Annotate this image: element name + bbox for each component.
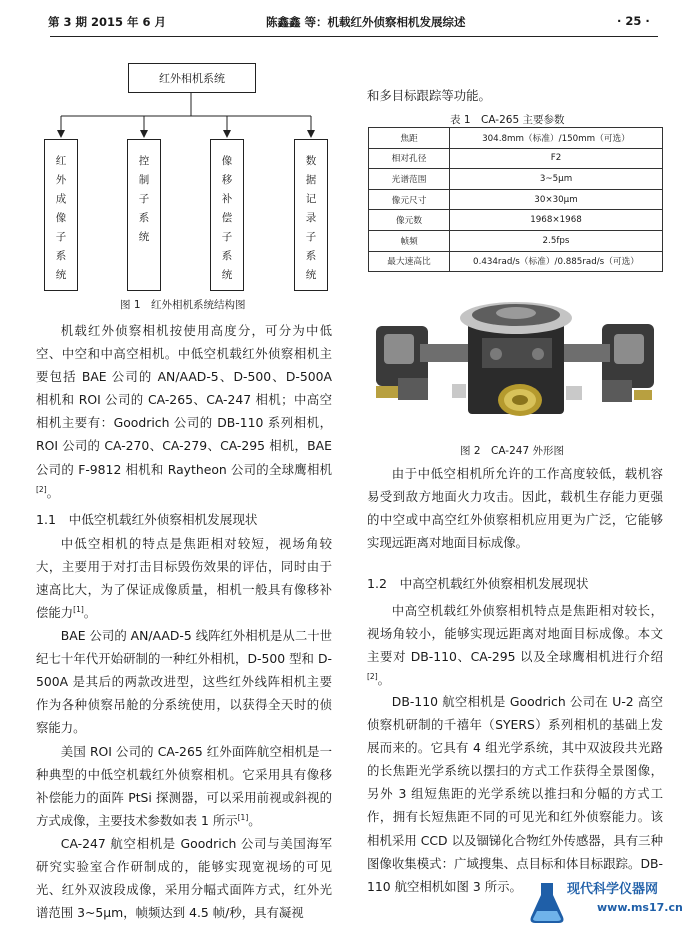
param-name: 焦距 (369, 128, 450, 149)
box-infrared-camera-system: 红外相机系统 (128, 63, 256, 93)
box-ir-imaging-subsystem (44, 139, 78, 291)
diagram-connectors (36, 58, 336, 298)
box-image-motion-compensation-subsystem (210, 139, 244, 291)
paragraph-ca247: CA-247 航空相机是 Goodrich 公司与美国海军研究实验室合作研制成的，能够实现宽视场的可见光、红外双波段成像，采用分幅式面阵方式，红外光谱范围 3~5μm，帧频达到 4.5 帧/秒，具有凝视 (36, 836, 332, 921)
box-image-motion-label: 像移补偿子系统 (221, 155, 233, 281)
paragraph-continuation: 和多目标跟踪等功能。 (367, 88, 491, 103)
header-rule (50, 36, 658, 37)
table-row (369, 230, 663, 251)
paragraph-survivability: 由于中低空相机所允许的工作高度较低，载机容易受到敌方地面火力攻击。因此，载机生存能力更强的中空或中高空红外侦察相机应用更为广泛，它能够实现远距离对地面目标成像。 (367, 466, 663, 551)
paragraph-roi-ca265: 美国 ROI 公司的 CA-265 红外面阵航空相机是一种典型的中低空机载红外侦察相机。它采用具有像移补偿能力的面阵 PtSi 探测器，可以采用前视或斜视的方式成像，主要技术参数如表 1 所示[1]。 (36, 744, 332, 829)
figure-1-diagram (36, 58, 336, 298)
table-row (369, 169, 663, 190)
table-row (369, 210, 663, 231)
figure-1-caption: 图 1 红外相机系统结构图 (120, 299, 246, 311)
box-data-recording-label: 数据记录子系统 (305, 155, 317, 281)
watermark-flask-icon (527, 881, 567, 925)
figure-2-caption: 图 2 CA-247 外形图 (460, 445, 564, 457)
param-value: 1968×1968 (450, 210, 663, 231)
table-row (369, 251, 663, 272)
table-1-caption: 表 1 CA-265 主要参数 (450, 114, 565, 126)
table-row (369, 148, 663, 169)
box-ir-imaging-label: 红外成像子系统 (55, 155, 67, 281)
table-row (369, 128, 663, 149)
paragraph-bae-aad5: BAE 公司的 AN/AAD-5 线阵红外相机是从二十世纪七十年代开始研制的一种红外相机，D-500 型和 D-500A 是其后的两款改进型，这些红外线阵相机主要作为各种侦察吊舱的分系统使用，以获得全天时的侦察能力。 (36, 628, 332, 736)
paragraph-low-altitude-features: 中低空相机的特点是焦距相对较短，视场角较大，主要用于对打击目标毁伤效果的评估，同时由于速高比大，为了保证成像质量，相机一般具有像移补偿能力[1]。 (36, 536, 332, 621)
watermark-url: www.ms17.cn (597, 901, 683, 914)
param-value: F2 (450, 148, 663, 169)
param-name: 光谱范围 (369, 169, 450, 190)
paragraph-db110: DB-110 航空相机是 Goodrich 公司在 U-2 高空侦察机研制的千禧年（SYERS）系列相机的基础上发展而来的。它具有 4 组光学系统，其中双波段共光路的长焦距光学系统以摆扫的方式工作获得全景图像，另外 3 组短焦距的光学系统以推扫和分幅的方式工作，拥有长短焦距不同的可见光和红外侦察能力。该相机采用 CCD 以及锢锑化合物红外传感器，具有三种图像收集模式：广域搜集、点目标和体目标跟踪。DB-110 航空相机如图 3 所示。 (367, 694, 663, 894)
box-control-subsystem (127, 139, 161, 291)
param-name: 相对孔径 (369, 148, 450, 169)
param-name: 最大速高比 (369, 251, 450, 272)
running-header-issue: 第 3 期 2015 年 6 月 (48, 15, 167, 29)
param-name: 帧频 (369, 230, 450, 251)
figure-2-camera-photo (370, 288, 660, 433)
table-ca265-parameters (368, 127, 663, 272)
citation-ref: [1] (237, 813, 249, 823)
watermark-title: 现代科学仪器网 (567, 882, 659, 897)
paragraph-overview: 机载红外侦察相机按使用高度分，可分为中低空、中空和中高空相机。中低空机载红外侦察相机主要包括 BAE 公司的 AN/AAD-5、D-500、D-500A 相机和 ROI 公司的 CA-265、CA-247 相机；中高空相机主要有：Goodrich 公司的 DB-110 系列相机，ROI 公司的 CA-270、CA-279、CA-295 相机，BAE 公司的 F-9812 相机和 Raytheon 公司的全球鹰相机[2]。 (36, 323, 332, 500)
paragraph-high-altitude-features: 中高空机载红外侦察相机特点是焦距相对较长，视场角较小，能够实现远距离对地面目标成像。本文主要对 DB-110、CA-295 以及全球鹰相机进行介绍[2]。 (367, 603, 663, 688)
section-1-2-heading: 1.2 中高空机载红外侦察相机发展现状 (367, 576, 589, 591)
watermark-logo (527, 875, 696, 929)
section-1-1-heading: 1.1 中低空机载红外侦察相机发展现状 (36, 512, 258, 527)
citation-ref: [2] (367, 672, 378, 682)
param-value: 0.434rad/s（标准）/0.885rad/s（可选） (450, 251, 663, 272)
page-number: · 25 · (617, 14, 650, 28)
box-control-label: 控制子系统 (138, 155, 150, 243)
citation-ref: [1] (73, 605, 84, 615)
param-value: 30×30μm (450, 189, 663, 210)
table-row (369, 189, 663, 210)
param-name: 像元尺寸 (369, 189, 450, 210)
running-header-title: 陈鑫鑫 等：机载红外侦察相机发展综述 (266, 15, 466, 29)
citation-ref: [2] (36, 484, 47, 494)
param-value: 2.5fps (450, 230, 663, 251)
param-value: 304.8mm（标准）/150mm（可选） (450, 128, 663, 149)
param-name: 像元数 (369, 210, 450, 231)
box-data-recording-subsystem (294, 139, 328, 291)
param-value: 3~5μm (450, 169, 663, 190)
